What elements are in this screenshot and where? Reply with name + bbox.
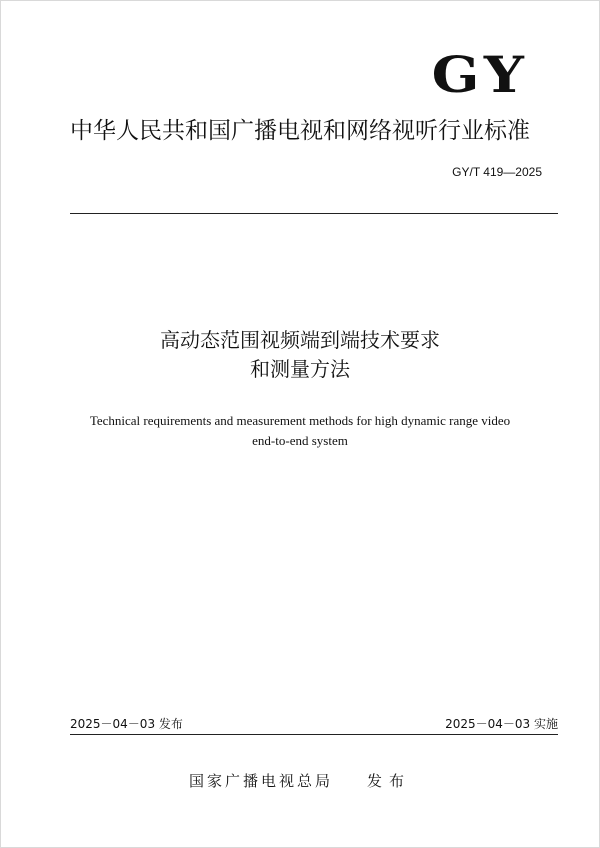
gy-logo: GY (431, 45, 528, 104)
issue-date: 2025－04－03 发布 (70, 717, 183, 731)
standard-category-title: 中华人民共和国广播电视和网络视听行业标准 (70, 118, 530, 144)
chinese-title (0, 326, 600, 384)
english-title-line-1: Technical requirements and measurement methods for high dynamic range video (89, 413, 511, 428)
chinese-title-line-2: 和测量方法 (250, 357, 350, 381)
bottom-divider (70, 734, 558, 735)
publisher-org: 国家广播电视总局 (188, 772, 333, 790)
english-title (0, 411, 600, 451)
top-divider (70, 213, 558, 214)
standard-number: GY/T 419—2025 (452, 165, 542, 179)
implementation-date: 2025－04－03 实施 (445, 717, 558, 731)
english-title-line-2: end-to-end system (252, 433, 348, 448)
chinese-title-line-1: 高动态范围视频端到端技术要求 (160, 328, 440, 352)
publisher (0, 770, 600, 792)
publisher-action: 发布 (367, 772, 412, 790)
